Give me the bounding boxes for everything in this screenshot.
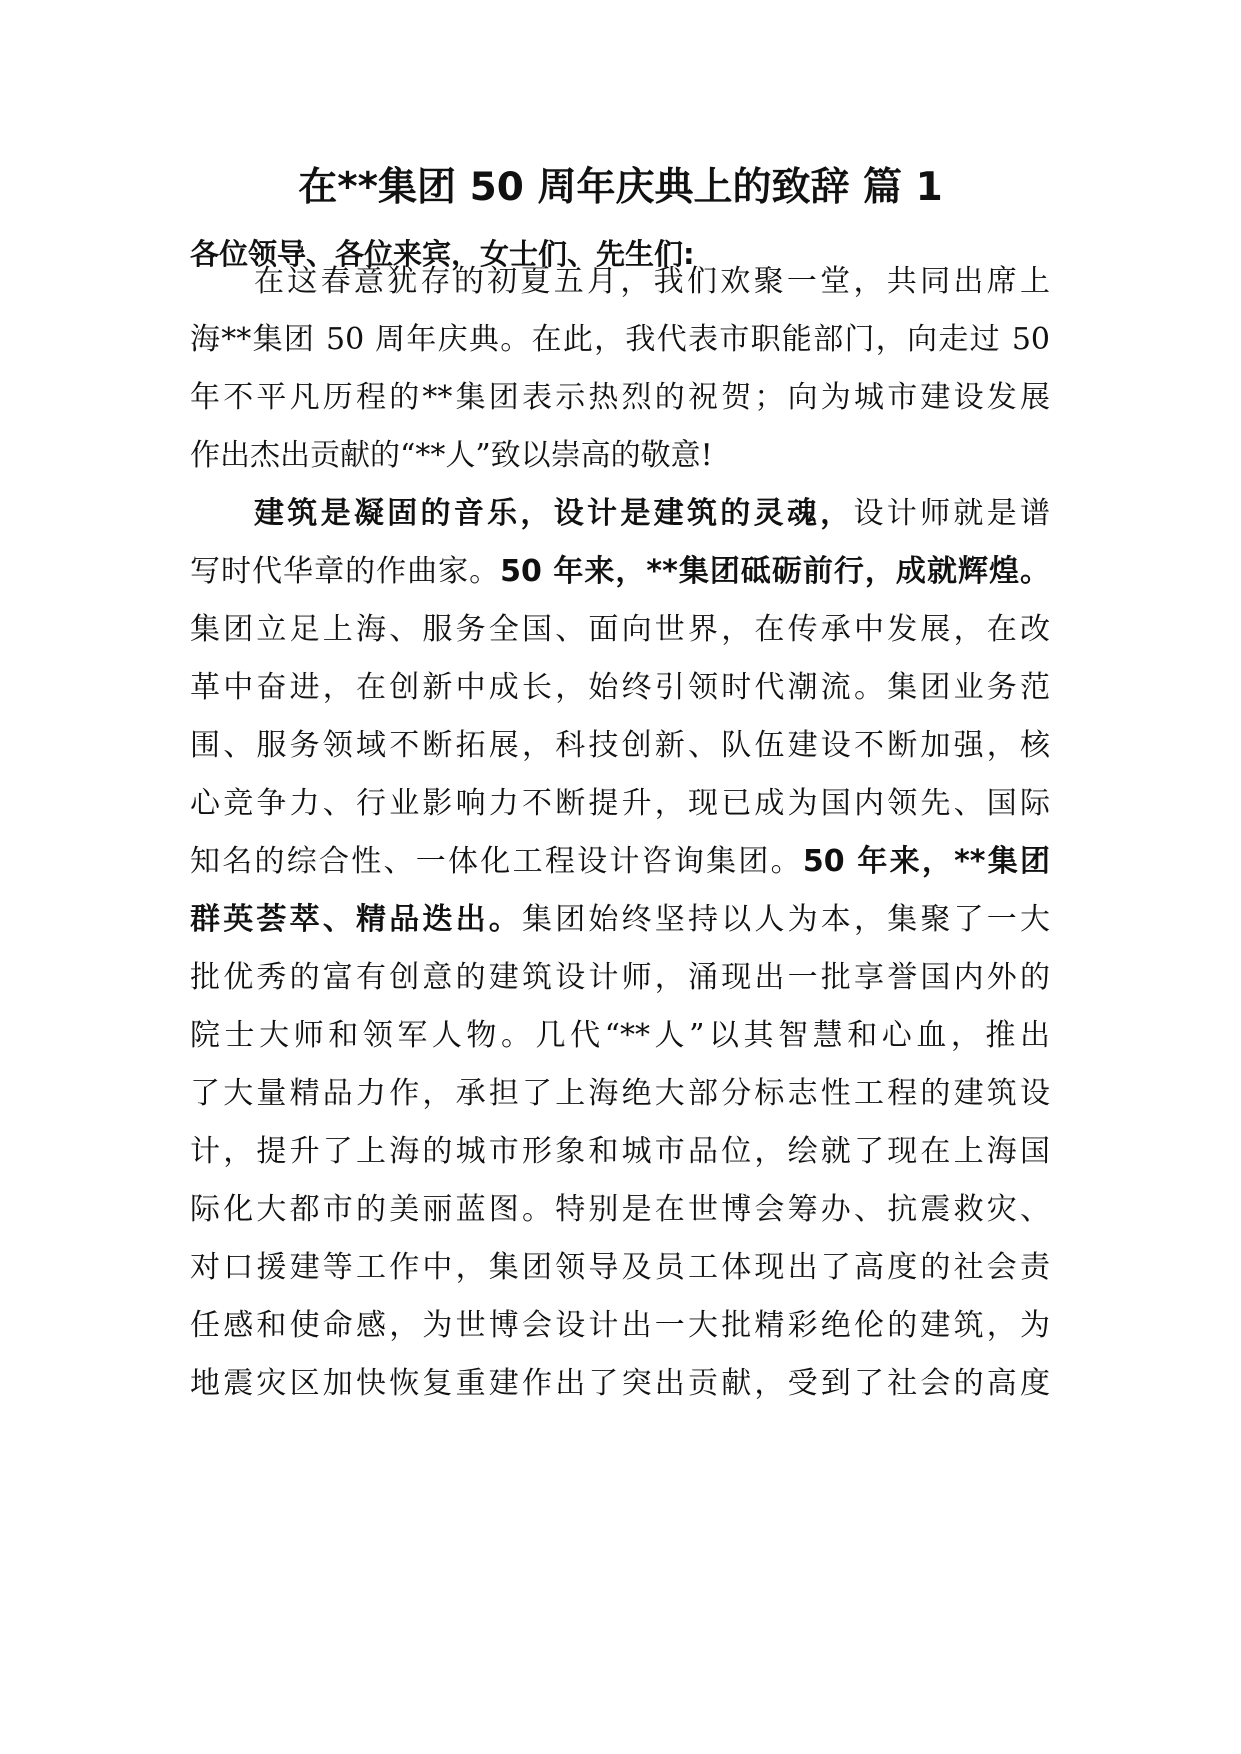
- bold-phrase: 50 年来，**集团砥砺前行，成就辉煌。: [500, 554, 1051, 589]
- paragraph-2-line-4: 革中奋进，在创新中成长，始终引领时代潮流。集团业务范: [190, 670, 1050, 705]
- paragraph-2-line-6: 心竞争力、行业影响力不断提升，现已成为国内领先、国际: [190, 786, 1050, 821]
- paragraph-2-line-16: 地震灾区加快恢复重建作出了突出贡献，受到了社会的高度: [190, 1366, 1050, 1401]
- paragraph-2-line-7: [190, 840, 1050, 884]
- paragraph-2-line-11: 了大量精品力作，承担了上海绝大部分标志性工程的建筑设: [190, 1076, 1050, 1111]
- paragraph-2-line-14: 对口援建等工作中，集团领导及员工体现出了高度的社会责: [190, 1250, 1050, 1285]
- paragraph-2-line-10: 院士大师和领军人物。几代“**人”以其智慧和心血，推出: [190, 1018, 1050, 1053]
- document-title: 在**集团 50 周年庆典上的致辞 篇 1: [298, 165, 943, 210]
- paragraph-2-line-13: 际化大都市的美丽蓝图。特别是在世博会筹办、抗震救灾、: [190, 1192, 1050, 1227]
- paragraph-2-line-12: 计，提升了上海的城市形象和城市品位，绘就了现在上海国: [190, 1134, 1050, 1169]
- paragraph-1-line-4: 作出杰出贡献的“**人”致以崇高的敬意!: [190, 438, 713, 473]
- text-run: 写时代华章的作曲家。: [190, 554, 501, 589]
- paragraph-2-line-15: 任感和使命感，为世博会设计出一大批精彩绝伦的建筑，为: [190, 1308, 1050, 1343]
- paragraph-2-line-9: 批优秀的富有创意的建筑设计师，涌现出一批享誉国内外的: [190, 960, 1050, 995]
- text-run: 知名的综合性、一体化工程设计咨询集团。: [190, 844, 803, 879]
- bold-phrase: 50 年来，**集团: [802, 844, 1051, 879]
- paragraph-1-line-1: 在这春意犹存的初夏五月，我们欢聚一堂，共同出席上: [254, 264, 1050, 299]
- paragraph-2-line-1: [254, 492, 1050, 536]
- bold-phrase: 群英荟萃、精品迭出。: [190, 902, 522, 937]
- paragraph-2-line-8: [190, 898, 1050, 942]
- text-run: 集团始终坚持以人为本，集聚了一大: [522, 902, 1050, 937]
- paragraph-2-line-2: [190, 550, 1050, 594]
- bold-phrase: 建筑是凝固的音乐，设计是建筑的灵魂，: [254, 496, 854, 531]
- paragraph-2-line-3: 集团立足上海、服务全国、面向世界，在传承中发展，在改: [190, 612, 1050, 647]
- paragraph-1-line-2: 海**集团 50 周年庆典。在此，我代表市职能部门，向走过 50: [190, 322, 1050, 357]
- text-run: 设计师就是谱: [853, 496, 1051, 531]
- salutation: 各位领导、各位来宾，女士们、先生们:: [190, 237, 695, 271]
- paragraph-1-line-3: 年不平凡历程的**集团表示热烈的祝贺；向为城市建设发展: [190, 380, 1050, 415]
- paragraph-2-line-5: 围、服务领域不断拓展，科技创新、队伍建设不断加强，核: [190, 728, 1050, 763]
